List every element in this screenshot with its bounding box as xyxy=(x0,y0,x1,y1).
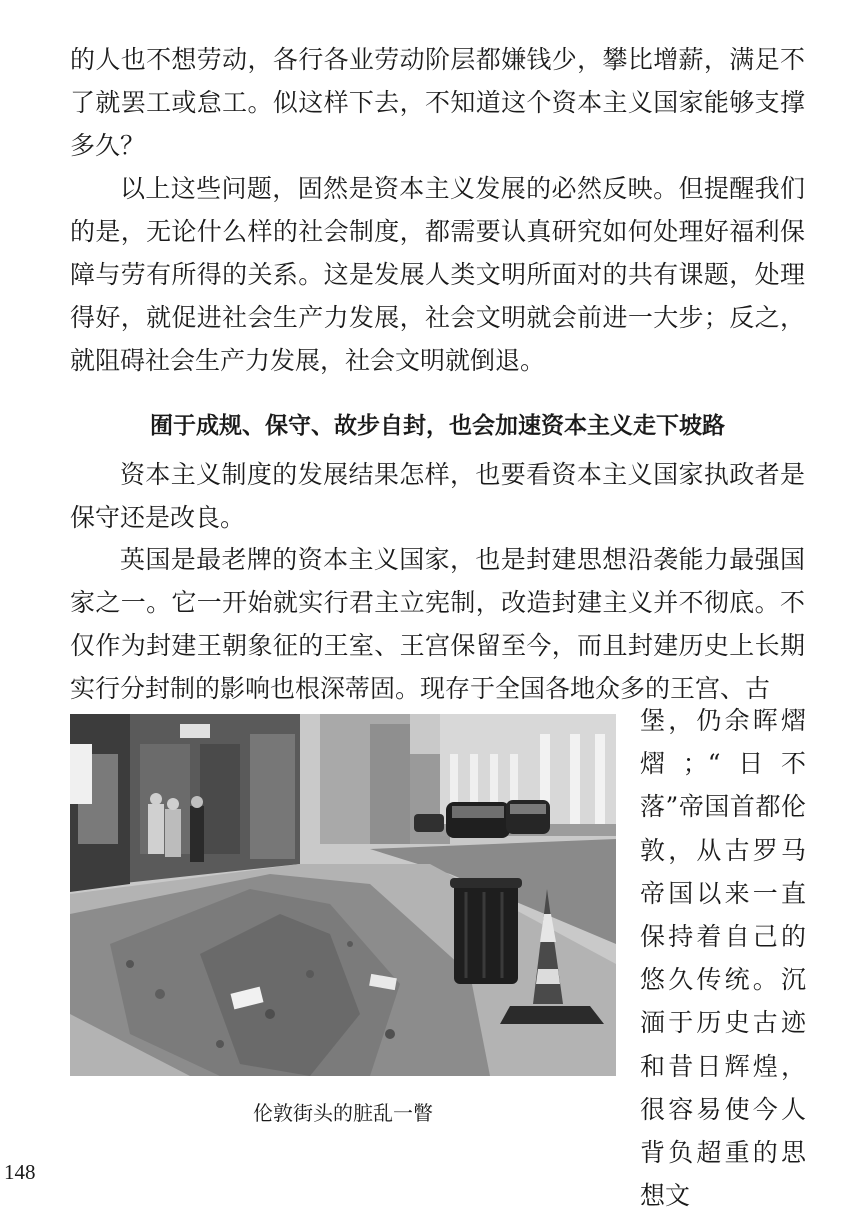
street-scene-illustration xyxy=(70,714,616,1076)
paragraph-3: 资本主义制度的发展结果怎样，也要看资本主义国家执政者是保守还是改良。 xyxy=(70,460,805,532)
london-street-photo xyxy=(70,714,616,1076)
section-heading: 囿于成规、保守、故步自封，也会加速资本主义走下坡路 xyxy=(150,413,725,439)
page-number: 148 xyxy=(4,1160,36,1184)
paragraph-2: 以上这些问题，固然是资本主义发展的必然反映。但提醒我们的是，无论什么样的社会制度，都需要认真研究如何处理好福利保障与劳有所得的关系。这是发展人类文明所面对的共有课题，处理得好，就促进社会生产力发展，社会文明就会前进一大步；反之，就阻碍社会生产力发展，社会文明就倒退。 xyxy=(70,174,805,375)
paragraph-4: 英国是最老牌的资本主义国家，也是封建思想沿袭能力最强国家之一。它一开始就实行君主立宪制，改造封建主义并不彻底。不仅作为封建王朝象征的王室、王宫保留至今，而且封建历史上长期实行分封制的影响也根深蒂固。现存于全国各地众多的王宫、古 xyxy=(70,545,805,703)
paragraph-4-continued: 堡，仍余晖熠熠；“日不落”帝国首都伦敦，从古罗马帝国以来一直保持着自己的悠久传统。沉湎于历史古迹和昔日辉煌，很容易使今人背负超重的思想文 xyxy=(640,706,806,1211)
paragraph-1: 的人也不想劳动，各行各业劳动阶层都嫌钱少，攀比增薪，满足不了就罢工或怠工。似这样下去，不知道这个资本主义国家能够支撑多久？ xyxy=(70,45,805,160)
photo-caption: 伦敦街头的脏乱一瞥 xyxy=(253,1101,433,1125)
